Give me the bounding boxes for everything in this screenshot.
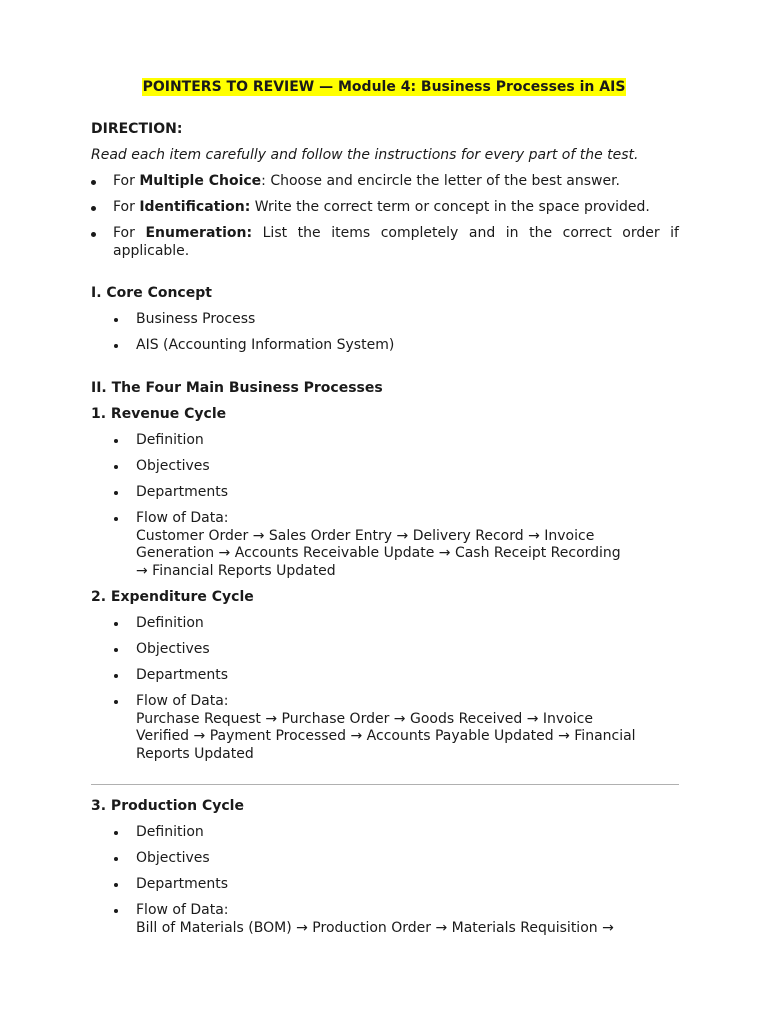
bullet-icon	[114, 883, 118, 887]
direction-item-prefix: For	[113, 225, 146, 241]
list-item	[114, 824, 204, 842]
list-item	[114, 337, 394, 355]
flow-item	[114, 902, 679, 937]
bullet-icon	[114, 344, 118, 348]
bullet-icon	[114, 831, 118, 835]
bullet-icon	[114, 674, 118, 678]
flow-line: Purchase Request → Purchase Order → Goods Received → Invoice	[136, 710, 593, 727]
bullet-icon	[114, 857, 118, 861]
list-item-label: AIS (Accounting Information System)	[136, 337, 395, 353]
direction-label: DIRECTION:	[91, 121, 183, 137]
bullet-icon	[114, 318, 118, 322]
flow-line: Verified → Payment Processed → Accounts Payable Updated → Financial	[136, 728, 636, 744]
list-item-label: Objectives	[136, 641, 210, 657]
divider	[91, 784, 679, 785]
list-item-label: Definition	[136, 824, 204, 840]
list-item-label: Definition	[136, 432, 204, 448]
list-item	[114, 432, 204, 450]
direction-item	[91, 225, 679, 260]
bullet-icon	[114, 517, 118, 521]
direction-intro: Read each item carefully and follow the instructions for every part of the test.	[91, 147, 639, 163]
page-title: POINTERS TO REVIEW — Module 4: Business Processes in AIS	[142, 79, 626, 95]
list-item-label: Departments	[136, 667, 229, 683]
section-heading: II. The Four Main Business Processes	[91, 380, 383, 396]
list-item-label: Definition	[136, 615, 204, 631]
list-item	[114, 850, 210, 868]
flow-label: Flow of Data:	[136, 902, 229, 918]
subsection-heading: 3. Production Cycle	[91, 798, 244, 814]
subsection-heading: 1. Revenue Cycle	[91, 406, 227, 422]
subsection-heading: 2. Expenditure Cycle	[91, 589, 254, 605]
list-item	[114, 458, 210, 476]
direction-item	[91, 173, 679, 191]
direction-item-text: List the items completely and in the correct order if applicable.	[113, 225, 679, 259]
direction-item-text: Write the correct term or concept in the space provided.	[250, 199, 650, 215]
list-item	[114, 311, 255, 329]
bullet-icon	[114, 622, 118, 626]
bullet-icon	[114, 491, 118, 495]
list-item	[114, 667, 228, 685]
list-item-label: Objectives	[136, 458, 210, 474]
direction-item-prefix: For	[113, 173, 140, 189]
bullet-icon	[114, 909, 118, 913]
list-item-label: Objectives	[136, 850, 210, 866]
bullet-icon	[114, 439, 118, 443]
flow-label: Flow of Data:	[136, 693, 229, 709]
direction-item-text: : Choose and encircle the letter of the best answer.	[261, 173, 620, 189]
bullet-icon	[91, 206, 96, 211]
direction-item-type: Multiple Choice	[139, 173, 262, 189]
flow-line: Bill of Materials (BOM) → Production Order → Materials Requisition →	[136, 919, 614, 936]
title-wrap	[0, 78, 768, 96]
flow-label: Flow of Data:	[136, 510, 229, 526]
section-heading: I. Core Concept	[91, 285, 212, 301]
direction-item-prefix: For	[113, 199, 140, 215]
list-item	[114, 484, 228, 502]
flow-line: → Financial Reports Updated	[136, 562, 336, 579]
flow-line: Reports Updated	[136, 745, 254, 762]
bullet-icon	[114, 648, 118, 652]
direction-item-type: Identification:	[139, 199, 251, 215]
list-item-label: Departments	[136, 876, 229, 892]
direction-item	[91, 199, 679, 217]
bullet-icon	[114, 700, 118, 704]
list-item	[114, 641, 210, 659]
flow-item	[114, 693, 679, 763]
flow-line: Generation → Accounts Receivable Update → Cash Receipt Recording	[136, 545, 621, 561]
direction-item-type: Enumeration:	[145, 225, 253, 241]
flow-item	[114, 510, 679, 580]
flow-line: Customer Order → Sales Order Entry → Delivery Record → Invoice	[136, 527, 595, 544]
list-item	[114, 876, 228, 894]
list-item-label: Departments	[136, 484, 229, 500]
bullet-icon	[91, 232, 96, 237]
list-item-label: Business Process	[136, 311, 256, 327]
list-item	[114, 615, 204, 633]
bullet-icon	[91, 180, 96, 185]
bullet-icon	[114, 465, 118, 469]
